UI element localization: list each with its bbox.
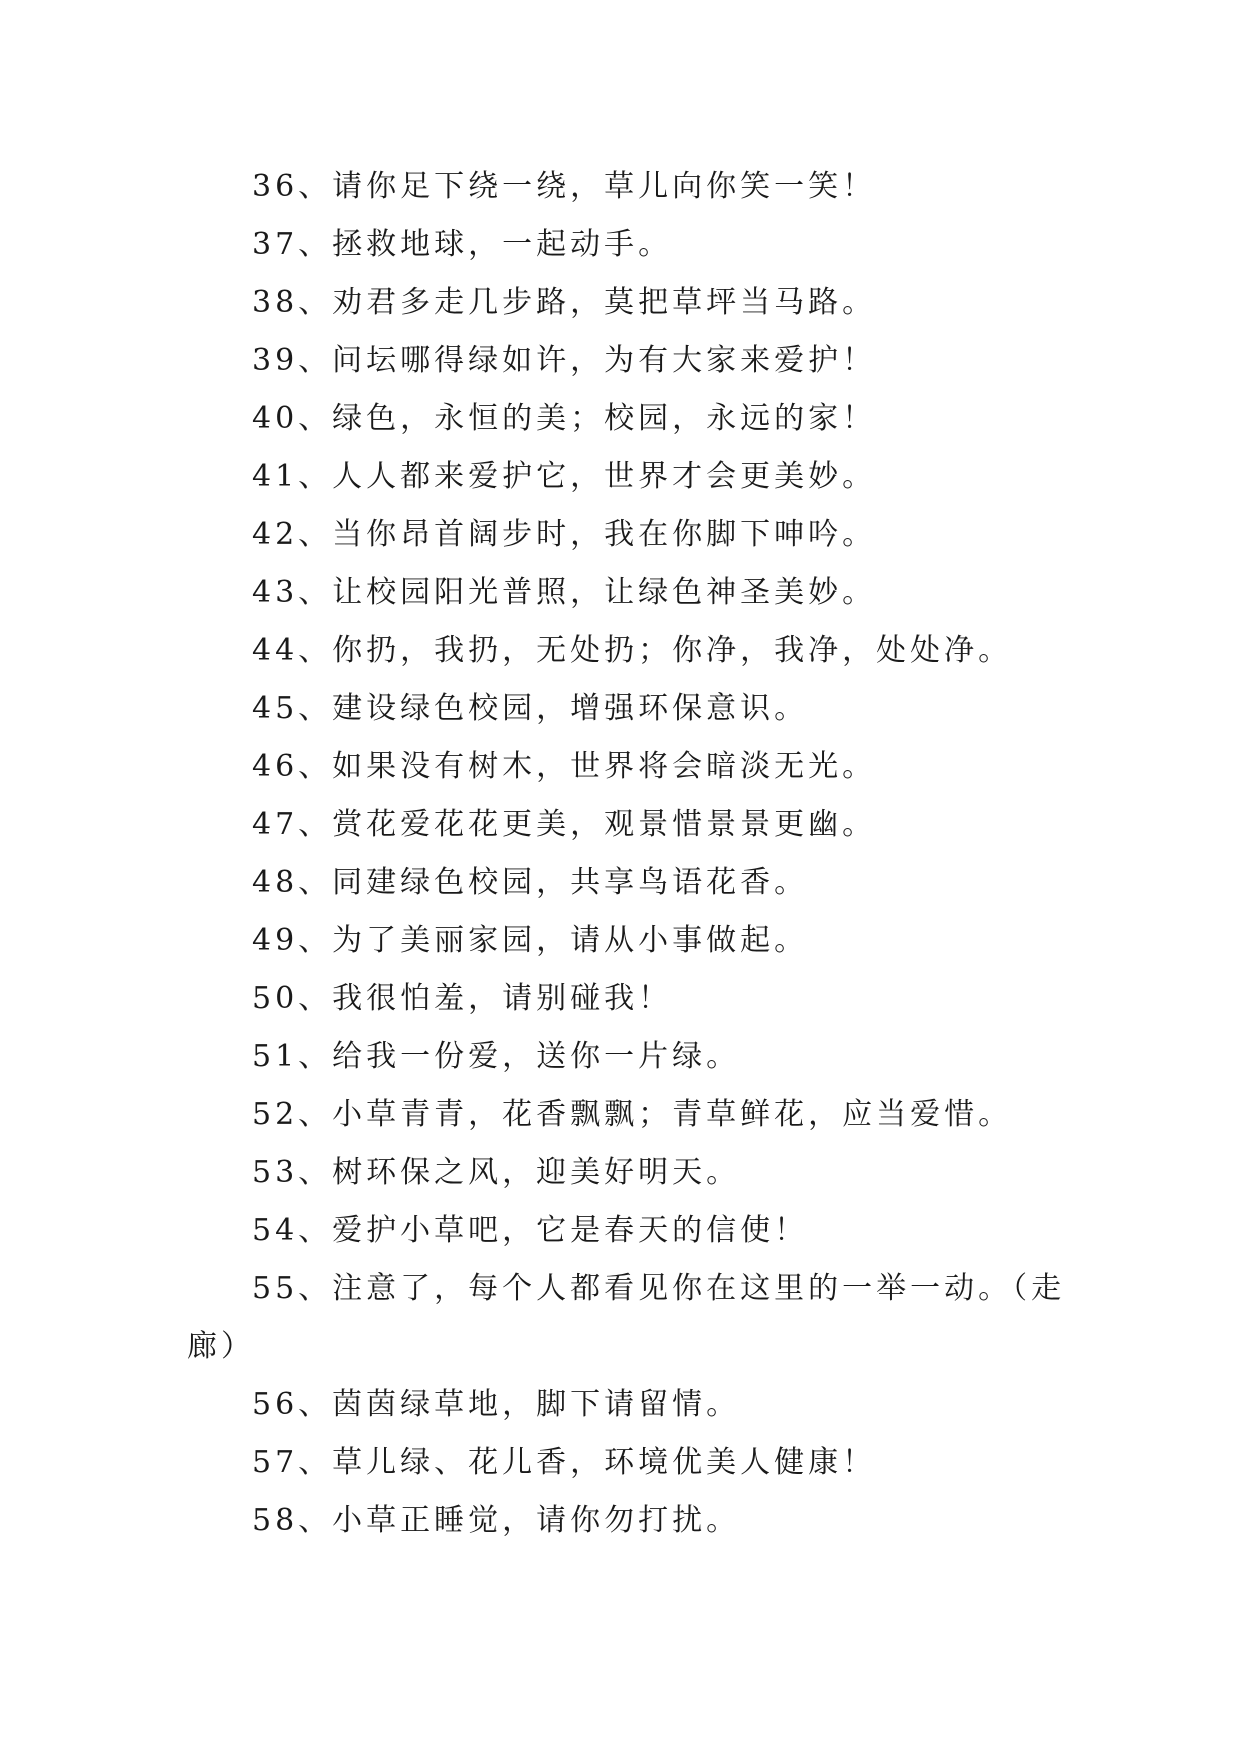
slogan-43: 43、让校园阳光普照，让绿色神圣美妙。 — [252, 575, 877, 610]
slogan-54: 54、爱护小草吧，它是春天的信使！ — [252, 1213, 809, 1248]
slogan-46: 46、如果没有树木，世界将会暗淡无光。 — [252, 749, 877, 784]
slogan-38: 38、劝君多走几步路，莫把草坪当马路。 — [252, 285, 877, 320]
slogan-40: 40、绿色，永恒的美；校园，永远的家！ — [252, 401, 877, 436]
slogan-49: 49、为了美丽家园，请从小事做起。 — [252, 923, 809, 958]
slogan-42: 42、当你昂首阔步时，我在你脚下呻吟。 — [252, 517, 877, 552]
slogan-50: 50、我很怕羞，请别碰我！ — [252, 981, 673, 1016]
slogan-55-continuation: 廊） — [187, 1329, 255, 1364]
slogan-52: 52、小草青青，花香飘飘；青草鲜花，应当爱惜。 — [252, 1097, 1013, 1132]
slogan-55: 55、注意了，每个人都看见你在这里的一举一动。（走 — [252, 1271, 1066, 1306]
slogan-list — [187, 158, 1067, 1550]
slogan-53: 53、树环保之风，迎美好明天。 — [252, 1155, 741, 1190]
slogan-57: 57、草儿绿、花儿香，环境优美人健康！ — [252, 1445, 877, 1480]
slogan-37: 37、拯救地球，一起动手。 — [252, 227, 673, 262]
slogan-44: 44、你扔，我扔，无处扔；你净，我净，处处净。 — [252, 633, 1013, 668]
slogan-45: 45、建设绿色校园，增强环保意识。 — [252, 691, 809, 726]
slogan-36: 36、请你足下绕一绕，草儿向你笑一笑！ — [252, 169, 877, 204]
slogan-48: 48、同建绿色校园，共享鸟语花香。 — [252, 865, 809, 900]
slogan-41: 41、人人都来爱护它，世界才会更美妙。 — [252, 459, 877, 494]
slogan-47: 47、赏花爱花花更美，观景惜景景更幽。 — [252, 807, 877, 842]
slogan-56: 56、茵茵绿草地，脚下请留情。 — [252, 1387, 741, 1422]
slogan-39: 39、问坛哪得绿如许，为有大家来爱护！ — [252, 343, 877, 378]
slogan-51: 51、给我一份爱，送你一片绿。 — [252, 1039, 741, 1074]
slogan-58: 58、小草正睡觉，请你勿打扰。 — [252, 1503, 741, 1538]
